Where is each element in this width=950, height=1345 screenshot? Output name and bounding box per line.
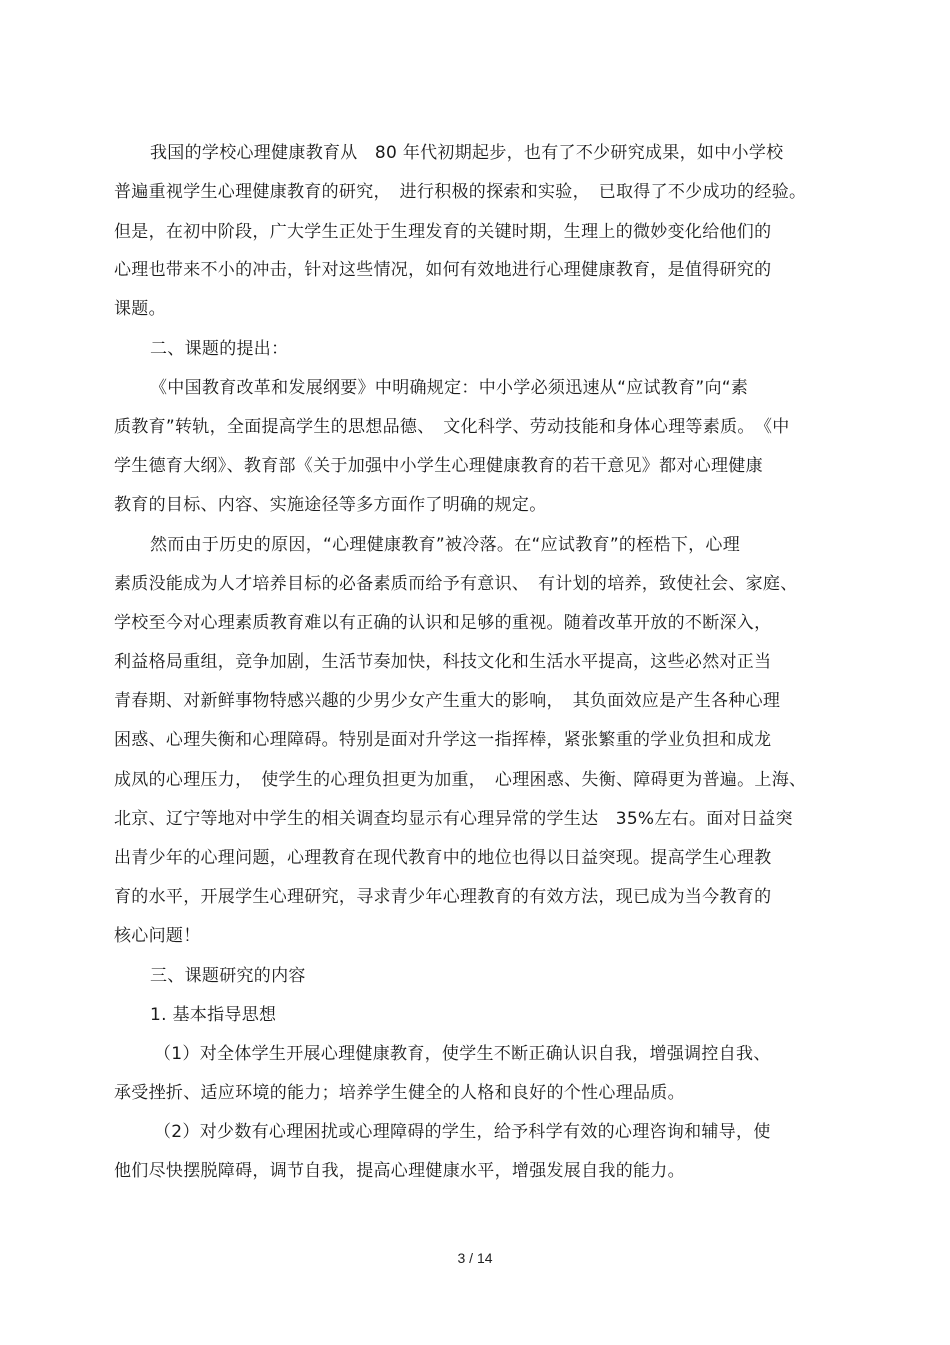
- text-line: 学校至今对心理素质教育难以有正确的认识和足够的重视。随着改革开放的不断深入，: [114, 613, 772, 633]
- text-line: 然而由于历史的原因，“心理健康教育”被冷落。在“应试教育”的桎梏下，心理: [150, 535, 741, 555]
- text-line: 素质没能成为人才培养目标的必备素质而给予有意识、 有计划的培养，致使社会、家庭、: [114, 574, 798, 594]
- text-line: 普遍重视学生心理健康教育的研究， 进行积极的探索和实验， 已取得了不少成功的经验。: [114, 182, 807, 202]
- text-line: 核心问题！: [114, 926, 201, 946]
- text-line: 但是，在初中阶段，广大学生正处于生理发育的关键时期，生理上的微妙变化给他们的: [114, 222, 772, 242]
- text-line: 承受挫折、适应环境的能力；培养学生健全的人格和良好的个性心理品质。: [114, 1083, 685, 1103]
- text-line: 我国的学校心理健康教育从 80 年代初期起步，也有了不少研究成果，如中小学校: [150, 143, 784, 163]
- text-line: 《中国教育改革和发展纲要》中明确规定：中小学必须迅速从“应试教育”向“素: [150, 378, 749, 398]
- text-line: （2）对少数有心理困扰或心理障碍的学生，给予科学有效的心理咨询和辅导，使: [154, 1122, 771, 1142]
- text-line: 北京、辽宁等地对中学生的相关调查均显示有心理异常的学生达 35%左右。面对日益突: [114, 809, 793, 829]
- text-line: 学生德育大纲》、教育部《关于加强中小学生心理健康教育的若干意见》都对心理健康: [114, 456, 763, 476]
- text-line: 利益格局重组，竞争加剧，生活节奏加快，科技文化和生活水平提高，这些必然对正当: [114, 652, 772, 672]
- subsection-heading: 1. 基本指导思想: [150, 1005, 277, 1025]
- text-line: 他们尽快摆脱障碍，调节自我，提高心理健康水平，增强发展自我的能力。: [114, 1161, 685, 1181]
- text-line: 成凤的心理压力， 使学生的心理负担更为加重， 心理困惑、失衡、障碍更为普遍。上海、: [114, 770, 807, 790]
- text-line: 教育的目标、内容、实施途径等多方面作了明确的规定。: [114, 495, 547, 515]
- text-line: 育的水平，开展学生心理研究，寻求青少年心理教育的有效方法，现已成为当今教育的: [114, 887, 772, 907]
- section-heading: 二、课题的提出：: [150, 339, 289, 359]
- section-heading: 三、课题研究的内容: [150, 966, 306, 986]
- page-number: 3 / 14: [457, 1250, 493, 1266]
- text-line: （1）对全体学生开展心理健康教育，使学生不断正确认识自我，增强调控自我、: [154, 1044, 771, 1064]
- text-line: 困惑、心理失衡和心理障碍。特别是面对升学这一指挥棒，紧张繁重的学业负担和成龙: [114, 730, 772, 750]
- text-line: 质教育”转轨，全面提高学生的思想品德、 文化科学、劳动技能和身体心理等素质。 《中: [114, 417, 790, 437]
- text-line: 出青少年的心理问题，心理教育在现代教育中的地位也得以日益突现。提高学生心理教: [114, 848, 772, 868]
- text-line: 青春期、对新鲜事物特感兴趣的少男少女产生重大的影响， 其负面效应是产生各种心理: [114, 691, 781, 711]
- text-line: 心理也带来不小的冲击，针对这些情况，如何有效地进行心理健康教育，是值得研究的: [114, 260, 772, 280]
- text-line: 课题。: [114, 299, 166, 319]
